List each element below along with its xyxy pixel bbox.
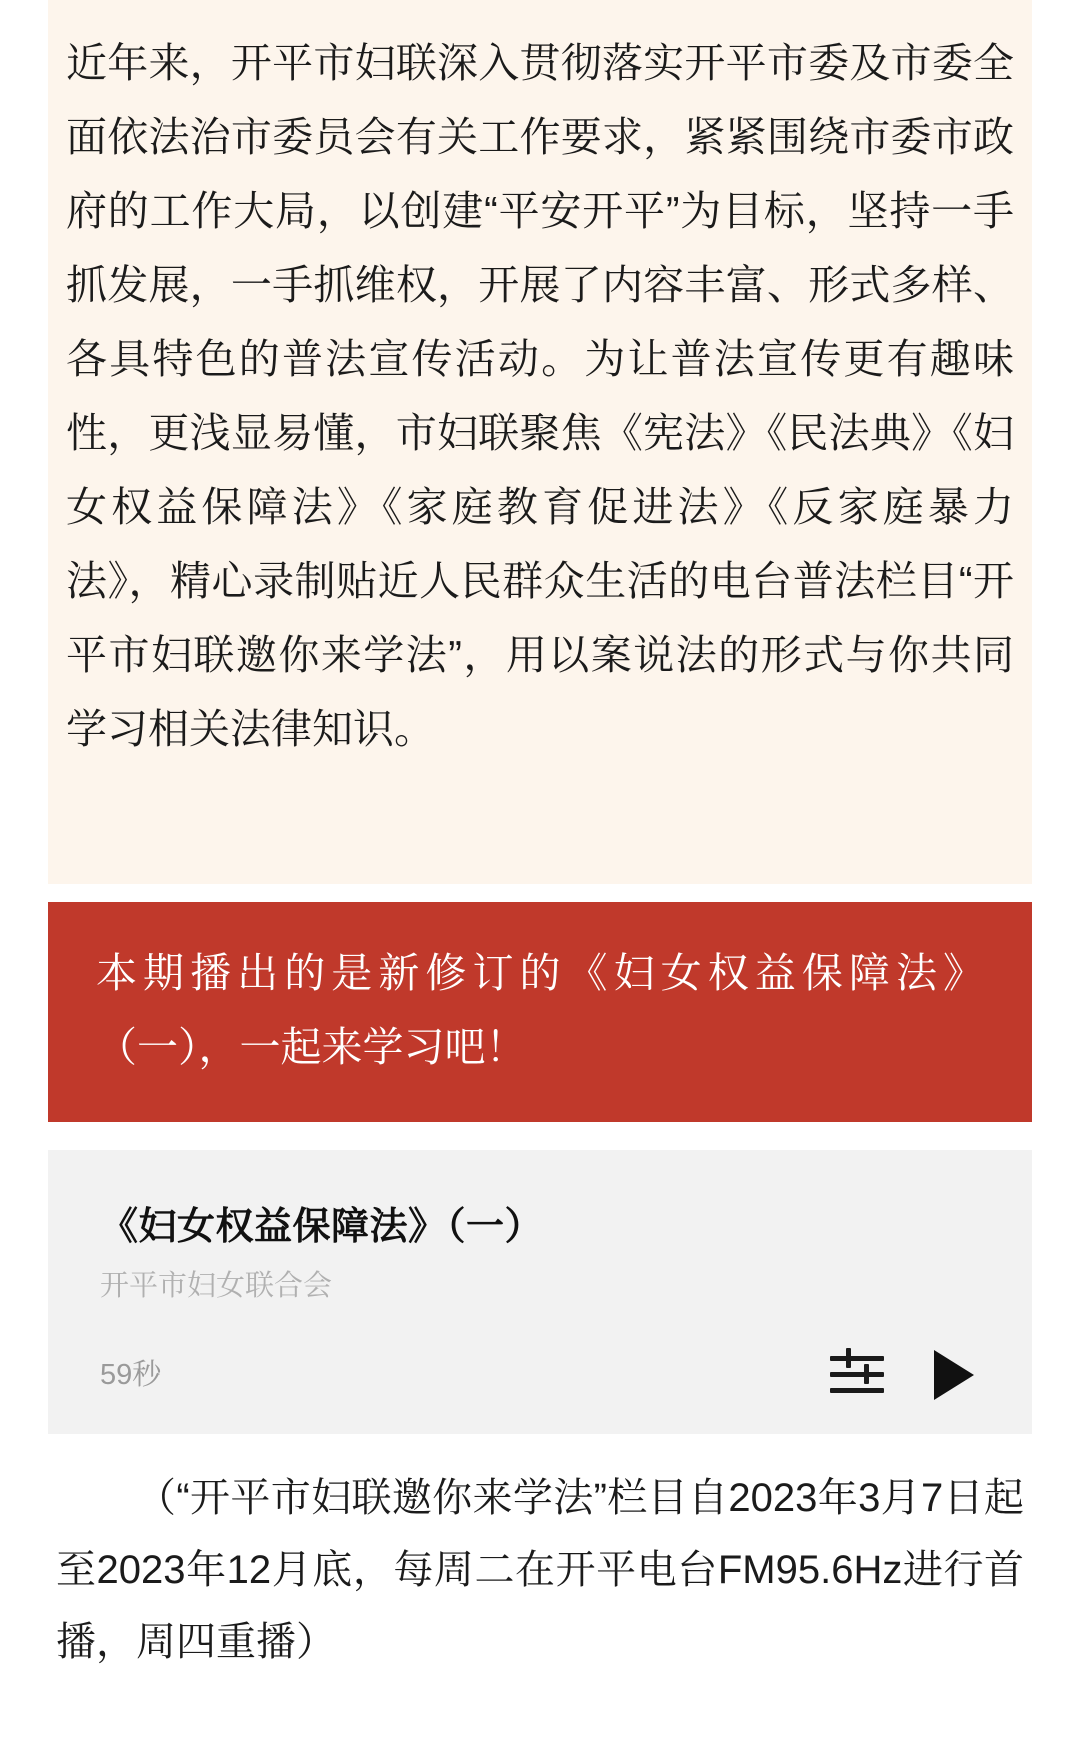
audio-player-card[interactable] <box>48 1150 1032 1434</box>
footnote-text: （“开平市妇联邀你来学法”栏目自2023年3月7日起至2023年12月底，每周二在开平电台FM95.6Hz进行首播，周四重播） <box>56 1476 1024 1664</box>
highlight-banner-text: 本期播出的是新修订的《妇女权益保障法》（一），一起来学习吧！ <box>96 950 984 1070</box>
audio-controls-row <box>100 1350 980 1400</box>
audio-title: 《妇女权益保障法》（一） <box>100 1206 544 1248</box>
audio-author: 开平市妇女联合会 <box>100 1270 333 1302</box>
intro-paragraph: 近年来，开平市妇联深入贯彻落实开平市委及市委全面依法治市委员会有关工作要求，紧紧围绕市委市政府的工作大局，以创建“平安开平”为目标，坚持一手抓发展，一手抓维权，开展了内容丰富、形式多样、各具特色的普法宣传活动。为让普法宣传更有趣味性，更浅显易懂，市妇联聚焦《宪法》《民法典》《妇女权益保障法》《家庭教育促进法》《反家庭暴力法》，精心录制贴近人民群众生活的电台普法栏目“开平市妇联邀你来学法”，用以案说法的形式与你共同学习相关法律知识。 <box>66 40 1014 752</box>
playlist-icon[interactable] <box>830 1352 884 1398</box>
audio-duration: 59秒 <box>100 1359 162 1391</box>
audio-controls <box>830 1350 980 1400</box>
play-icon[interactable] <box>934 1350 974 1400</box>
intro-block <box>48 0 1032 884</box>
highlight-banner <box>48 902 1032 1122</box>
